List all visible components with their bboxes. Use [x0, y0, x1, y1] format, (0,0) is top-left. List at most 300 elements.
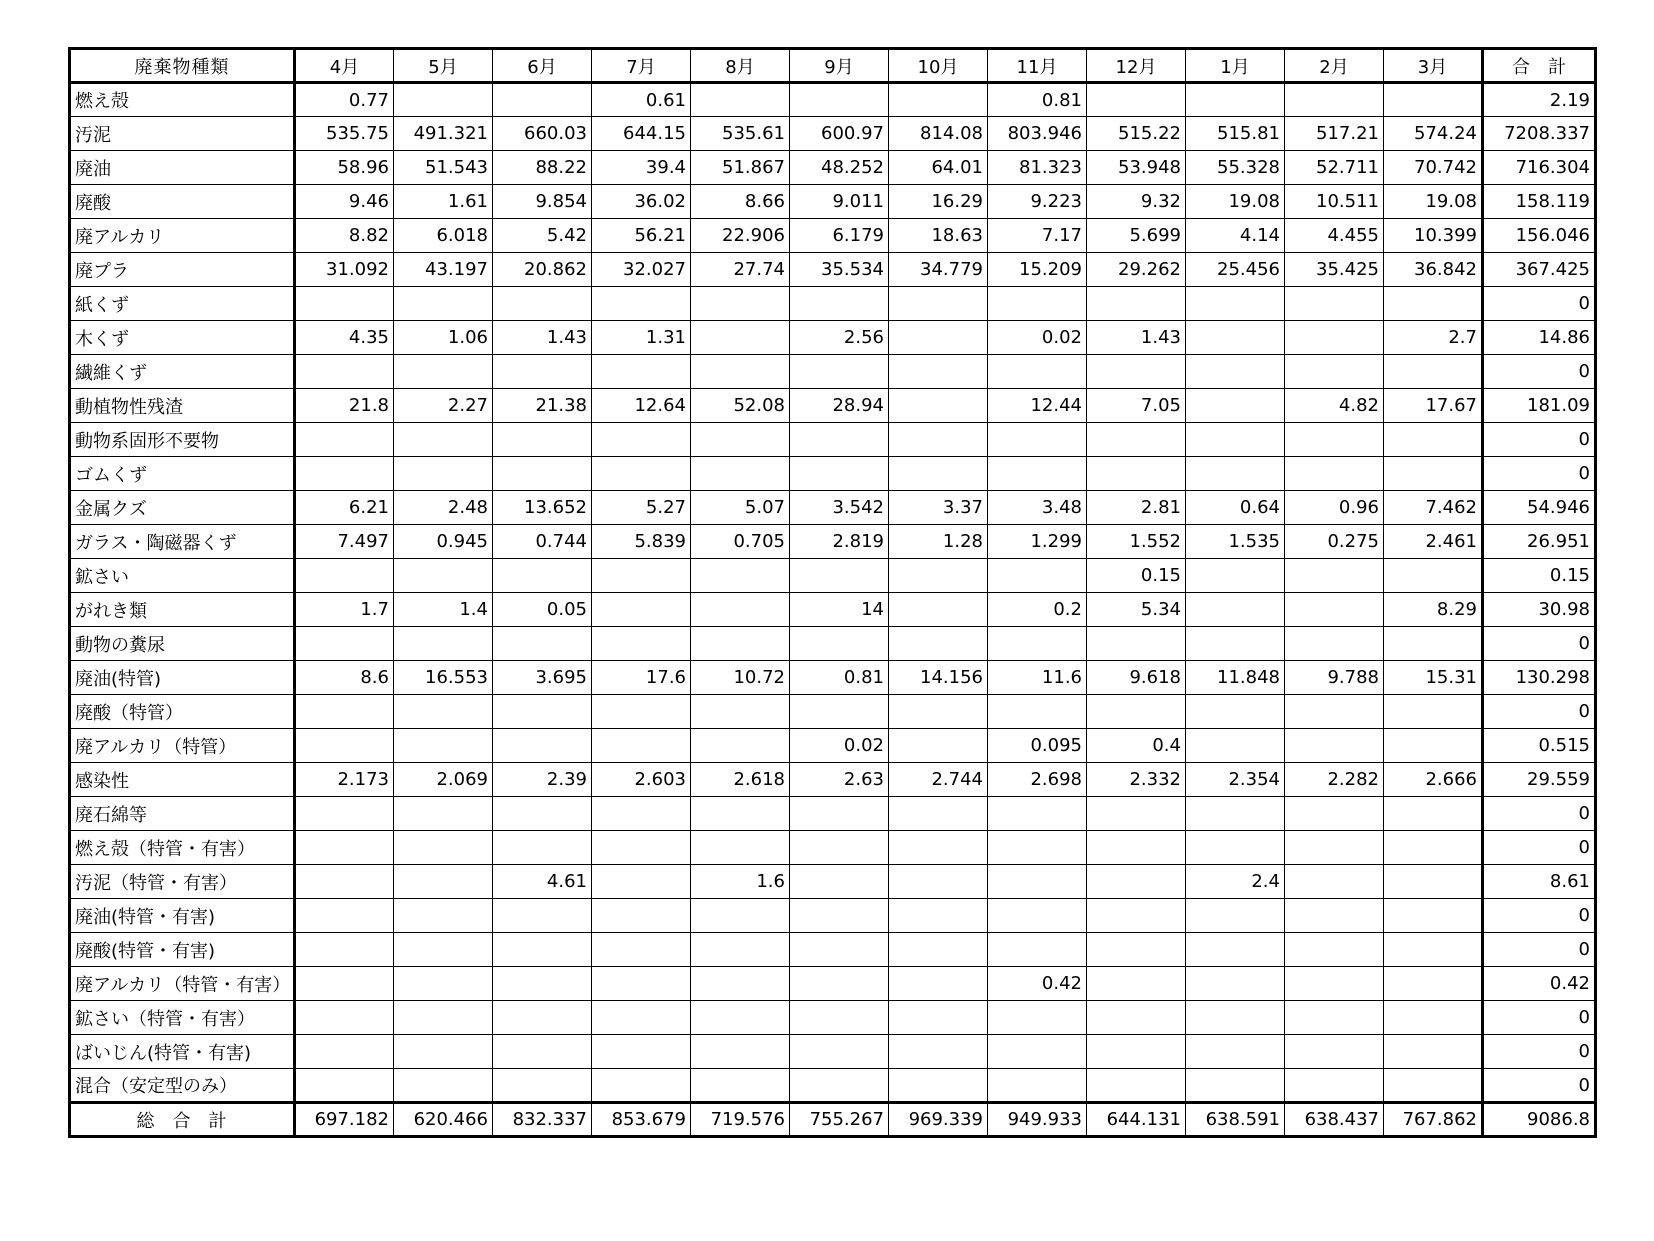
- waste-type-label: 鉱さい: [70, 559, 295, 593]
- month-value-cell: [493, 457, 592, 491]
- month-value-cell: [790, 967, 889, 1001]
- month-value-cell: 0.64: [1186, 491, 1285, 525]
- month-value-cell: [1087, 899, 1186, 933]
- month-value-cell: 17.67: [1384, 389, 1483, 423]
- month-value-cell: [295, 355, 394, 389]
- row-total-cell: 716.304: [1483, 151, 1596, 185]
- month-value-cell: [790, 559, 889, 593]
- month-value-cell: [790, 1069, 889, 1103]
- month-value-cell: 1.43: [1087, 321, 1186, 355]
- month-value-cell: [1285, 865, 1384, 899]
- grand-total-label: 総 合 計: [70, 1103, 295, 1137]
- waste-type-label: 動物の糞尿: [70, 627, 295, 661]
- month-value-cell: [1186, 627, 1285, 661]
- month-value-cell: 767.862: [1384, 1103, 1483, 1137]
- month-value-cell: 16.29: [889, 185, 988, 219]
- month-value-cell: [1186, 559, 1285, 593]
- month-value-cell: [1186, 967, 1285, 1001]
- month-value-cell: [889, 321, 988, 355]
- month-value-cell: [592, 797, 691, 831]
- month-value-cell: 2.81: [1087, 491, 1186, 525]
- month-value-cell: [295, 933, 394, 967]
- month-value-cell: [889, 355, 988, 389]
- month-value-cell: [988, 797, 1087, 831]
- month-value-cell: 2.7: [1384, 321, 1483, 355]
- month-value-cell: [889, 287, 988, 321]
- month-value-cell: 12.44: [988, 389, 1087, 423]
- header-month: 6月: [493, 49, 592, 83]
- month-value-cell: [790, 457, 889, 491]
- month-value-cell: 697.182: [295, 1103, 394, 1137]
- month-value-cell: 2.744: [889, 763, 988, 797]
- month-value-cell: 814.08: [889, 117, 988, 151]
- month-value-cell: [1186, 797, 1285, 831]
- month-value-cell: [988, 627, 1087, 661]
- row-total-cell: 0: [1483, 933, 1596, 967]
- row-total-cell: 181.09: [1483, 389, 1596, 423]
- month-value-cell: 1.552: [1087, 525, 1186, 559]
- month-value-cell: [691, 933, 790, 967]
- table-row: [70, 899, 1596, 933]
- month-value-cell: [493, 355, 592, 389]
- month-value-cell: [592, 355, 691, 389]
- grand-total-value: 9086.8: [1483, 1103, 1596, 1137]
- month-value-cell: [295, 729, 394, 763]
- month-value-cell: [889, 627, 988, 661]
- month-value-cell: [1384, 967, 1483, 1001]
- row-total-cell: 30.98: [1483, 593, 1596, 627]
- month-value-cell: 0.42: [988, 967, 1087, 1001]
- month-value-cell: [592, 695, 691, 729]
- month-value-cell: [1087, 695, 1186, 729]
- row-total-cell: 0: [1483, 355, 1596, 389]
- month-value-cell: [691, 831, 790, 865]
- month-value-cell: [889, 83, 988, 117]
- month-value-cell: [1186, 1001, 1285, 1035]
- month-value-cell: [988, 865, 1087, 899]
- month-value-cell: [493, 729, 592, 763]
- month-value-cell: 29.262: [1087, 253, 1186, 287]
- month-value-cell: 11.848: [1186, 661, 1285, 695]
- month-value-cell: [691, 627, 790, 661]
- table-row: [70, 457, 1596, 491]
- month-value-cell: [1285, 83, 1384, 117]
- month-value-cell: [988, 559, 1087, 593]
- row-total-cell: 0: [1483, 1035, 1596, 1069]
- waste-type-label: 廃酸: [70, 185, 295, 219]
- month-value-cell: 21.38: [493, 389, 592, 423]
- month-value-cell: 853.679: [592, 1103, 691, 1137]
- month-value-cell: [493, 287, 592, 321]
- month-value-cell: [790, 355, 889, 389]
- month-value-cell: [1384, 729, 1483, 763]
- month-value-cell: [1087, 933, 1186, 967]
- month-value-cell: 64.01: [889, 151, 988, 185]
- month-value-cell: [988, 355, 1087, 389]
- table-row: [70, 151, 1596, 185]
- month-value-cell: 43.197: [394, 253, 493, 287]
- month-value-cell: [1186, 287, 1285, 321]
- table-body: [70, 83, 1596, 1137]
- month-value-cell: [889, 695, 988, 729]
- month-value-cell: [1285, 457, 1384, 491]
- row-total-cell: 2.19: [1483, 83, 1596, 117]
- month-value-cell: 2.63: [790, 763, 889, 797]
- waste-type-label: 廃石綿等: [70, 797, 295, 831]
- table-row: [70, 1001, 1596, 1035]
- month-value-cell: 0.96: [1285, 491, 1384, 525]
- waste-type-label: 廃油(特管): [70, 661, 295, 695]
- month-value-cell: 51.543: [394, 151, 493, 185]
- header-month: 5月: [394, 49, 493, 83]
- month-value-cell: 53.948: [1087, 151, 1186, 185]
- month-value-cell: [394, 899, 493, 933]
- month-value-cell: [1087, 865, 1186, 899]
- month-value-cell: [1186, 1035, 1285, 1069]
- month-value-cell: 491.321: [394, 117, 493, 151]
- month-value-cell: [889, 559, 988, 593]
- month-value-cell: 3.542: [790, 491, 889, 525]
- month-value-cell: 9.788: [1285, 661, 1384, 695]
- month-value-cell: [493, 899, 592, 933]
- month-value-cell: 15.209: [988, 253, 1087, 287]
- month-value-cell: 9.32: [1087, 185, 1186, 219]
- month-value-cell: 51.867: [691, 151, 790, 185]
- month-value-cell: [1285, 423, 1384, 457]
- month-value-cell: [889, 1035, 988, 1069]
- month-value-cell: 8.82: [295, 219, 394, 253]
- month-value-cell: [394, 627, 493, 661]
- waste-type-label: 廃アルカリ: [70, 219, 295, 253]
- month-value-cell: [1384, 1001, 1483, 1035]
- month-value-cell: 28.94: [790, 389, 889, 423]
- table-row: [70, 83, 1596, 117]
- month-value-cell: 25.456: [1186, 253, 1285, 287]
- month-value-cell: 5.34: [1087, 593, 1186, 627]
- month-value-cell: [691, 899, 790, 933]
- month-value-cell: [1384, 627, 1483, 661]
- month-value-cell: [1186, 389, 1285, 423]
- row-total-cell: 8.61: [1483, 865, 1596, 899]
- month-value-cell: 18.63: [889, 219, 988, 253]
- month-value-cell: [691, 593, 790, 627]
- month-value-cell: 55.328: [1186, 151, 1285, 185]
- month-value-cell: 1.299: [988, 525, 1087, 559]
- table-row: [70, 729, 1596, 763]
- month-value-cell: [889, 797, 988, 831]
- table-row: [70, 593, 1596, 627]
- month-value-cell: 10.511: [1285, 185, 1384, 219]
- month-value-cell: [1087, 797, 1186, 831]
- month-value-cell: 2.173: [295, 763, 394, 797]
- month-value-cell: 21.8: [295, 389, 394, 423]
- month-value-cell: [691, 729, 790, 763]
- month-value-cell: [394, 1001, 493, 1035]
- row-total-cell: 0: [1483, 899, 1596, 933]
- month-value-cell: 14: [790, 593, 889, 627]
- month-value-cell: [592, 729, 691, 763]
- waste-type-label: 燃え殻: [70, 83, 295, 117]
- month-value-cell: 52.711: [1285, 151, 1384, 185]
- month-value-cell: [790, 287, 889, 321]
- month-value-cell: [1285, 831, 1384, 865]
- table-row: [70, 389, 1596, 423]
- month-value-cell: [1087, 967, 1186, 1001]
- month-value-cell: [592, 593, 691, 627]
- month-value-cell: [691, 559, 790, 593]
- table-row: [70, 695, 1596, 729]
- month-value-cell: 803.946: [988, 117, 1087, 151]
- month-value-cell: 5.27: [592, 491, 691, 525]
- month-value-cell: 9.011: [790, 185, 889, 219]
- month-value-cell: [1285, 899, 1384, 933]
- waste-type-label: 廃油(特管・有害): [70, 899, 295, 933]
- month-value-cell: [295, 559, 394, 593]
- month-value-cell: 660.03: [493, 117, 592, 151]
- month-value-cell: [691, 1001, 790, 1035]
- month-value-cell: [790, 83, 889, 117]
- month-value-cell: [493, 933, 592, 967]
- header-month: 1月: [1186, 49, 1285, 83]
- month-value-cell: 2.819: [790, 525, 889, 559]
- month-value-cell: 5.699: [1087, 219, 1186, 253]
- row-total-cell: 54.946: [1483, 491, 1596, 525]
- month-value-cell: [988, 695, 1087, 729]
- month-value-cell: [1285, 1001, 1384, 1035]
- month-value-cell: [1186, 457, 1285, 491]
- month-value-cell: 0.02: [988, 321, 1087, 355]
- month-value-cell: 2.618: [691, 763, 790, 797]
- month-value-cell: 0.77: [295, 83, 394, 117]
- month-value-cell: [493, 559, 592, 593]
- month-value-cell: 70.742: [1384, 151, 1483, 185]
- month-value-cell: [1087, 1035, 1186, 1069]
- month-value-cell: [988, 287, 1087, 321]
- month-value-cell: 535.61: [691, 117, 790, 151]
- month-value-cell: 12.64: [592, 389, 691, 423]
- month-value-cell: 22.906: [691, 219, 790, 253]
- row-total-cell: 0: [1483, 457, 1596, 491]
- month-value-cell: 7.17: [988, 219, 1087, 253]
- month-value-cell: [394, 457, 493, 491]
- month-value-cell: 2.4: [1186, 865, 1285, 899]
- month-value-cell: [1087, 287, 1186, 321]
- month-value-cell: 6.179: [790, 219, 889, 253]
- month-value-cell: [1186, 321, 1285, 355]
- header-month: 9月: [790, 49, 889, 83]
- month-value-cell: 9.223: [988, 185, 1087, 219]
- month-value-cell: [295, 1035, 394, 1069]
- month-value-cell: [493, 1001, 592, 1035]
- table-row: [70, 219, 1596, 253]
- month-value-cell: 5.42: [493, 219, 592, 253]
- waste-type-label: 混合（安定型のみ）: [70, 1069, 295, 1103]
- month-value-cell: 2.069: [394, 763, 493, 797]
- month-value-cell: [295, 1001, 394, 1035]
- month-value-cell: 5.07: [691, 491, 790, 525]
- month-value-cell: [1186, 593, 1285, 627]
- table-row: [70, 763, 1596, 797]
- waste-type-label: 動物系固形不要物: [70, 423, 295, 457]
- month-value-cell: 1.31: [592, 321, 691, 355]
- row-total-cell: 0.42: [1483, 967, 1596, 1001]
- month-value-cell: 14.156: [889, 661, 988, 695]
- month-value-cell: [1384, 83, 1483, 117]
- month-value-cell: [988, 1001, 1087, 1035]
- month-value-cell: [889, 933, 988, 967]
- month-value-cell: [1384, 831, 1483, 865]
- month-value-cell: [1285, 1035, 1384, 1069]
- month-value-cell: 56.21: [592, 219, 691, 253]
- month-value-cell: 620.466: [394, 1103, 493, 1137]
- table-row: [70, 253, 1596, 287]
- month-value-cell: 644.131: [1087, 1103, 1186, 1137]
- month-value-cell: 10.399: [1384, 219, 1483, 253]
- month-value-cell: [1285, 933, 1384, 967]
- header-month: 2月: [1285, 49, 1384, 83]
- month-value-cell: 0.945: [394, 525, 493, 559]
- table-row: [70, 491, 1596, 525]
- month-value-cell: 6.018: [394, 219, 493, 253]
- month-value-cell: [295, 627, 394, 661]
- month-value-cell: [691, 321, 790, 355]
- month-value-cell: [988, 933, 1087, 967]
- month-value-cell: [394, 831, 493, 865]
- month-value-cell: [1384, 423, 1483, 457]
- month-value-cell: [790, 831, 889, 865]
- month-value-cell: 4.35: [295, 321, 394, 355]
- month-value-cell: [1285, 627, 1384, 661]
- month-value-cell: 27.74: [691, 253, 790, 287]
- waste-type-label: ゴムくず: [70, 457, 295, 491]
- month-value-cell: [493, 423, 592, 457]
- month-value-cell: [790, 423, 889, 457]
- month-value-cell: [889, 1069, 988, 1103]
- month-value-cell: 7.497: [295, 525, 394, 559]
- month-value-cell: 31.092: [295, 253, 394, 287]
- month-value-cell: [295, 865, 394, 899]
- row-total-cell: 0: [1483, 1001, 1596, 1035]
- waste-type-label: 繊維くず: [70, 355, 295, 389]
- month-value-cell: 515.81: [1186, 117, 1285, 151]
- month-value-cell: [592, 559, 691, 593]
- month-value-cell: [1384, 559, 1483, 593]
- waste-volume-table: [68, 47, 1597, 1138]
- month-value-cell: [1384, 1035, 1483, 1069]
- month-value-cell: 2.666: [1384, 763, 1483, 797]
- month-value-cell: [1186, 831, 1285, 865]
- month-value-cell: 2.698: [988, 763, 1087, 797]
- month-value-cell: [889, 899, 988, 933]
- month-value-cell: [1087, 831, 1186, 865]
- month-value-cell: 1.535: [1186, 525, 1285, 559]
- month-value-cell: 0.705: [691, 525, 790, 559]
- month-value-cell: 2.27: [394, 389, 493, 423]
- month-value-cell: 7.05: [1087, 389, 1186, 423]
- month-value-cell: 1.28: [889, 525, 988, 559]
- month-value-cell: [1285, 967, 1384, 1001]
- month-value-cell: 0.2: [988, 593, 1087, 627]
- waste-type-label: がれき類: [70, 593, 295, 627]
- month-value-cell: [493, 1035, 592, 1069]
- header-month: 3月: [1384, 49, 1483, 83]
- waste-type-label: 感染性: [70, 763, 295, 797]
- waste-type-label: 汚泥（特管・有害）: [70, 865, 295, 899]
- month-value-cell: [889, 457, 988, 491]
- month-value-cell: 19.08: [1384, 185, 1483, 219]
- waste-type-label: 廃油: [70, 151, 295, 185]
- month-value-cell: 39.4: [592, 151, 691, 185]
- month-value-cell: [988, 831, 1087, 865]
- month-value-cell: 517.21: [1285, 117, 1384, 151]
- row-total-cell: 156.046: [1483, 219, 1596, 253]
- month-value-cell: 2.56: [790, 321, 889, 355]
- month-value-cell: [790, 899, 889, 933]
- month-value-cell: 0.02: [790, 729, 889, 763]
- month-value-cell: 32.027: [592, 253, 691, 287]
- month-value-cell: [790, 695, 889, 729]
- month-value-cell: 13.652: [493, 491, 592, 525]
- waste-type-label: ガラス・陶磁器くず: [70, 525, 295, 559]
- month-value-cell: 9.618: [1087, 661, 1186, 695]
- month-value-cell: [790, 933, 889, 967]
- month-value-cell: [1285, 287, 1384, 321]
- month-value-cell: [592, 933, 691, 967]
- month-value-cell: [295, 695, 394, 729]
- month-value-cell: [1384, 287, 1483, 321]
- waste-type-label: 汚泥: [70, 117, 295, 151]
- month-value-cell: 4.82: [1285, 389, 1384, 423]
- month-value-cell: [394, 423, 493, 457]
- month-value-cell: [394, 797, 493, 831]
- row-total-cell: 367.425: [1483, 253, 1596, 287]
- month-value-cell: [1186, 423, 1285, 457]
- month-value-cell: 1.7: [295, 593, 394, 627]
- month-value-cell: 0.61: [592, 83, 691, 117]
- month-value-cell: 638.437: [1285, 1103, 1384, 1137]
- month-value-cell: 2.48: [394, 491, 493, 525]
- month-value-cell: 3.48: [988, 491, 1087, 525]
- month-value-cell: [394, 967, 493, 1001]
- month-value-cell: [691, 797, 790, 831]
- row-total-cell: 26.951: [1483, 525, 1596, 559]
- month-value-cell: 48.252: [790, 151, 889, 185]
- month-value-cell: [592, 1069, 691, 1103]
- month-value-cell: [1087, 423, 1186, 457]
- month-value-cell: 6.21: [295, 491, 394, 525]
- month-value-cell: [394, 1035, 493, 1069]
- month-value-cell: 8.66: [691, 185, 790, 219]
- month-value-cell: 0.05: [493, 593, 592, 627]
- month-value-cell: 36.02: [592, 185, 691, 219]
- month-value-cell: [790, 797, 889, 831]
- month-value-cell: [1384, 865, 1483, 899]
- month-value-cell: 4.61: [493, 865, 592, 899]
- month-value-cell: 4.14: [1186, 219, 1285, 253]
- month-value-cell: 0.095: [988, 729, 1087, 763]
- month-value-cell: 11.6: [988, 661, 1087, 695]
- header-month: 7月: [592, 49, 691, 83]
- month-value-cell: [1285, 355, 1384, 389]
- month-value-cell: 0.744: [493, 525, 592, 559]
- row-total-cell: 0: [1483, 627, 1596, 661]
- row-total-cell: 0: [1483, 695, 1596, 729]
- month-value-cell: 16.553: [394, 661, 493, 695]
- month-value-cell: [592, 1001, 691, 1035]
- month-value-cell: [1285, 593, 1384, 627]
- table-row: [70, 933, 1596, 967]
- month-value-cell: [493, 1069, 592, 1103]
